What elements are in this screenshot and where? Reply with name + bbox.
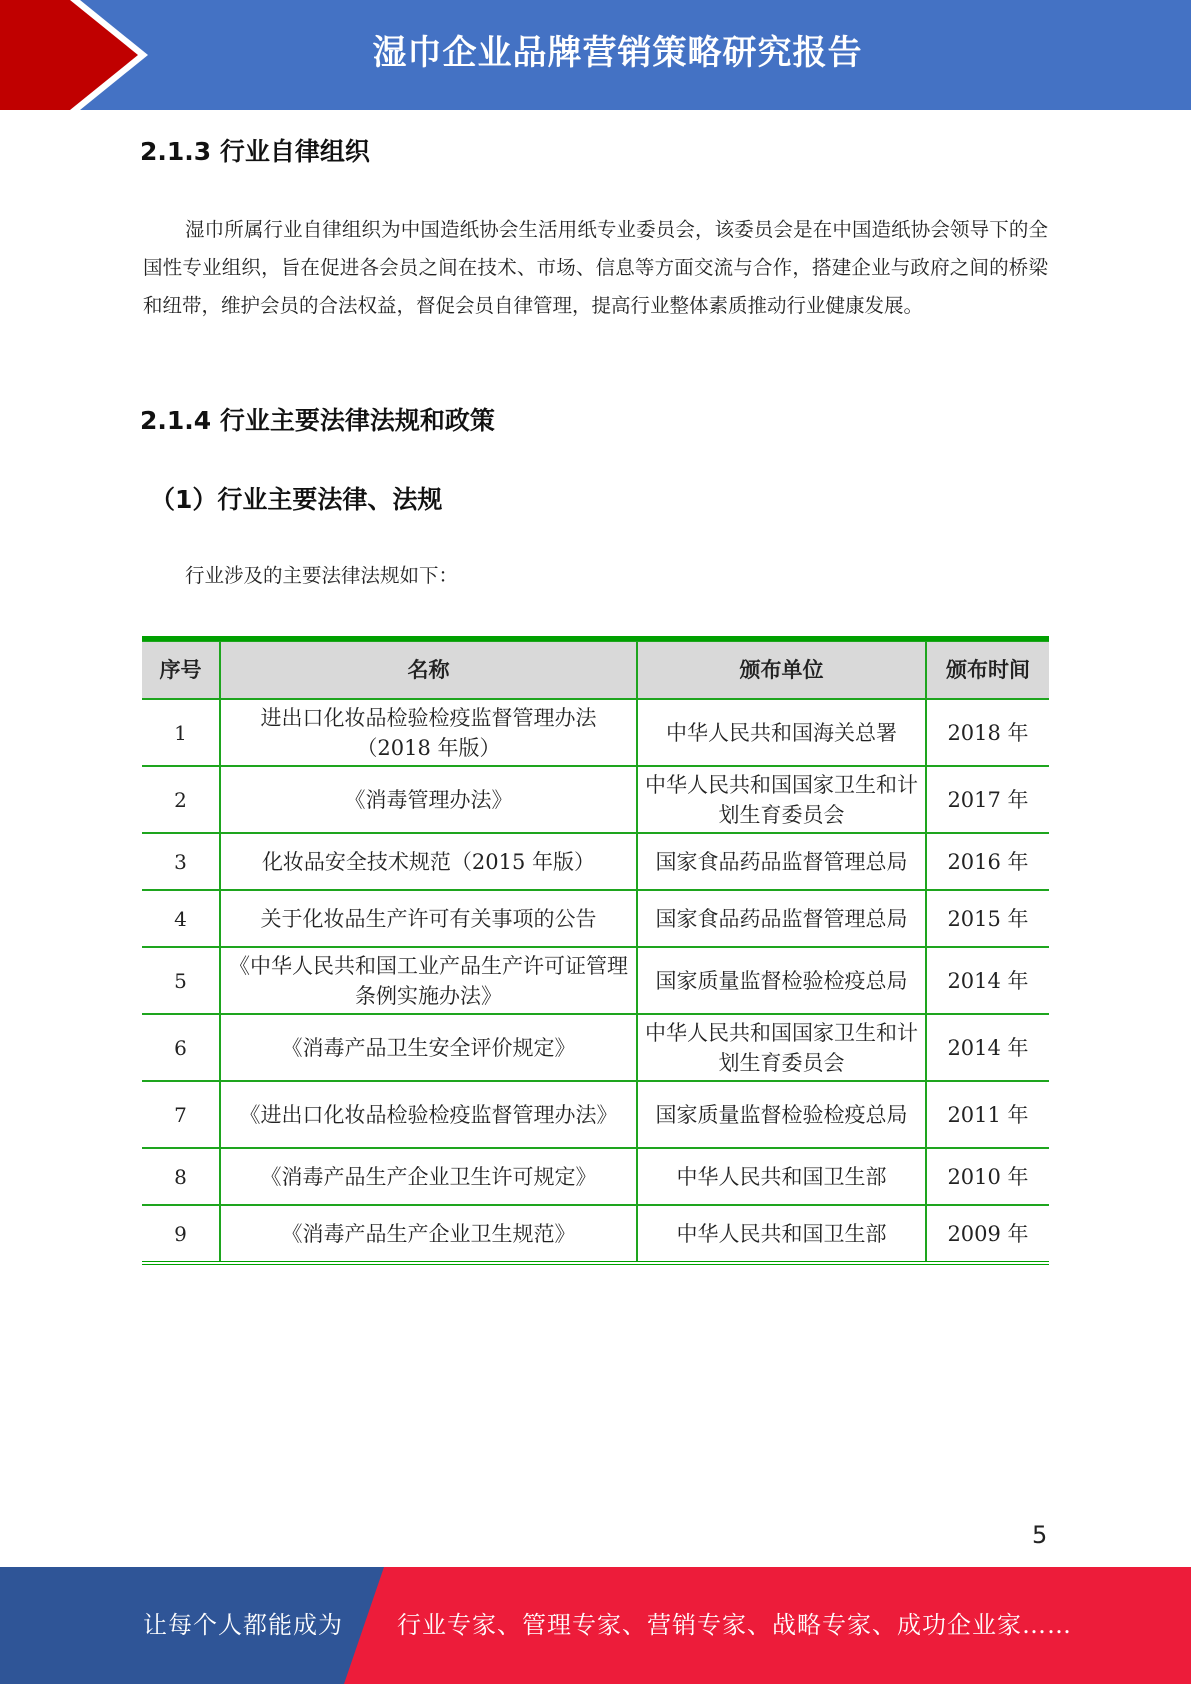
header-issuer: 颁布单位	[637, 642, 926, 700]
cell-year: 2014 年	[926, 947, 1049, 1014]
laws-table	[142, 636, 1049, 1265]
cell-issuer: 中华人民共和国国家卫生和计划生育委员会	[637, 1014, 926, 1081]
cell-name: 《中华人民共和国工业产品生产许可证管理条例实施办法》	[220, 947, 637, 1014]
table-intro-text: 行业涉及的主要法律法规如下：	[185, 564, 459, 587]
header-serial: 序号	[142, 642, 220, 700]
table-row	[142, 699, 1049, 766]
table-row	[142, 1081, 1049, 1148]
cell-issuer: 中华人民共和国卫生部	[637, 1205, 926, 1261]
header-date: 颁布时间	[926, 642, 1049, 700]
page-header	[0, 0, 1191, 110]
cell-no: 6	[142, 1014, 220, 1081]
cell-no: 3	[142, 833, 220, 890]
cell-issuer: 国家质量监督检验检疫总局	[637, 1081, 926, 1148]
header-name: 名称	[220, 642, 637, 700]
table-row	[142, 1205, 1049, 1261]
table-row	[142, 1014, 1049, 1081]
cell-year: 2018 年	[926, 699, 1049, 766]
cell-name: 《进出口化妆品检验检疫监督管理办法》	[220, 1081, 637, 1148]
cell-issuer: 中华人民共和国海关总署	[637, 699, 926, 766]
cell-name: 《消毒产品生产企业卫生许可规定》	[220, 1148, 637, 1205]
page-number: 5	[1032, 1521, 1048, 1549]
table-row	[142, 766, 1049, 833]
cell-year: 2015 年	[926, 890, 1049, 947]
cell-issuer: 国家质量监督检验检疫总局	[637, 947, 926, 1014]
cell-name: 进出口化妆品检验检疫监督管理办法（2018 年版）	[220, 699, 637, 766]
table-header-row	[142, 642, 1049, 700]
footer-slogan-right: 行业专家、管理专家、营销专家、战略专家、成功企业家……	[397, 1611, 1072, 1639]
cell-no: 5	[142, 947, 220, 1014]
cell-issuer: 国家食品药品监督管理总局	[637, 890, 926, 947]
cell-no: 9	[142, 1205, 220, 1261]
section-heading-2-1-3: 2.1.3 行业自律组织	[140, 137, 370, 166]
cell-issuer: 中华人民共和国国家卫生和计划生育委员会	[637, 766, 926, 833]
cell-name: 《消毒管理办法》	[220, 766, 637, 833]
cell-name: 《消毒产品卫生安全评价规定》	[220, 1014, 637, 1081]
cell-year: 2014 年	[926, 1014, 1049, 1081]
table-row	[142, 947, 1049, 1014]
cell-year: 2009 年	[926, 1205, 1049, 1261]
cell-name: 化妆品安全技术规范（2015 年版）	[220, 833, 637, 890]
cell-year: 2010 年	[926, 1148, 1049, 1205]
report-title: 湿巾企业品牌营销策略研究报告	[372, 33, 863, 73]
footer-slogan-left: 让每个人都能成为	[143, 1611, 343, 1639]
cell-issuer: 国家食品药品监督管理总局	[637, 833, 926, 890]
sub-heading-laws: （1）行业主要法律、法规	[150, 485, 443, 514]
table-row	[142, 890, 1049, 947]
cell-no: 7	[142, 1081, 220, 1148]
cell-no: 2	[142, 766, 220, 833]
cell-no: 8	[142, 1148, 220, 1205]
cell-issuer: 中华人民共和国卫生部	[637, 1148, 926, 1205]
cell-year: 2017 年	[926, 766, 1049, 833]
section-heading-2-1-4: 2.1.4 行业主要法律法规和政策	[140, 406, 495, 435]
cell-name: 《消毒产品生产企业卫生规范》	[220, 1205, 637, 1261]
cell-name: 关于化妆品生产许可有关事项的公告	[220, 890, 637, 947]
table-row	[142, 1148, 1049, 1205]
cell-year: 2016 年	[926, 833, 1049, 890]
page-footer	[0, 1567, 1191, 1684]
section-paragraph-2-1-3: 湿巾所属行业自律组织为中国造纸协会生活用纸专业委员会，该委员会是在中国造纸协会领导下的全国性专业组织，旨在促进各会员之间在技术、市场、信息等方面交流与合作，搭建企业与政府之间的桥梁和纽带，维护会员的合法权益，督促会员自律管理，提高行业整体素质推动行业健康发展。	[143, 218, 1048, 317]
cell-year: 2011 年	[926, 1081, 1049, 1148]
table-row	[142, 833, 1049, 890]
cell-no: 4	[142, 890, 220, 947]
cell-no: 1	[142, 699, 220, 766]
